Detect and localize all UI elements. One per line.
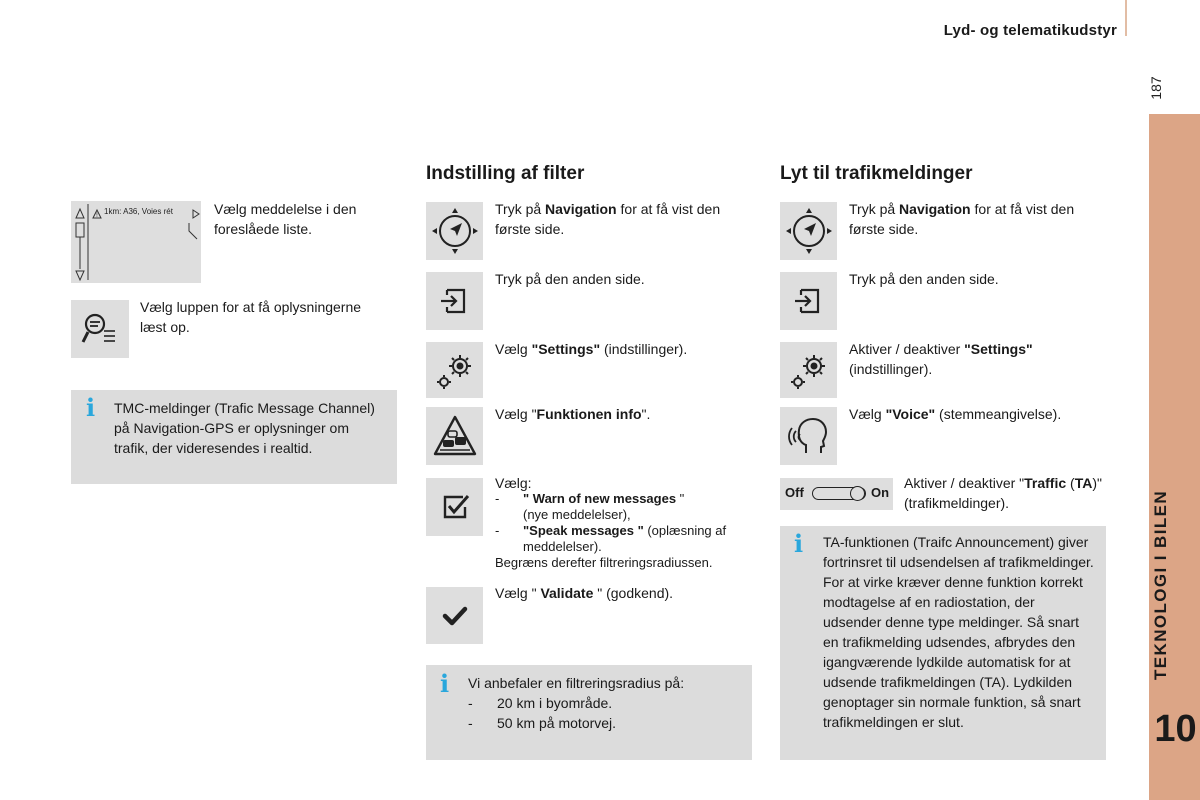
filter-heading: Indstilling af filter [426,163,585,184]
checkbox-tile[interactable] [426,478,483,536]
toggle-on-label: On [871,485,890,500]
radius-info-dash1: - [468,695,473,711]
radius-info-item2: 50 km på motorvej. [497,715,617,731]
tmc-info-text: TMC-meldinger (Trafic Message Channel) på Navigation-GPS er oplysninger om trafik, der videresendes i realtid. [114,400,375,456]
info-icon: i [440,669,450,698]
toggle-knob[interactable] [850,486,865,501]
page-switch-icon [435,281,475,321]
traffic-warning-icon [431,412,479,460]
running-header: Lyd- og telematikudstyr [943,22,1117,39]
filter-step2-text: Tryk på den anden side. [495,271,645,287]
traffic-step5-text: Aktiver / deaktiver "Traffic (TA)" (trafikmeldinger). [904,475,1102,511]
magnifier-text: Vælg luppen for at få oplysningerne læst op. [140,299,362,335]
filter-step3-text: Vælg "Settings" (indstillinger). [495,341,688,357]
filter-step5-dash2: - [495,523,500,538]
svg-text:!: ! [95,212,99,219]
traffic-heading: Lyt til trafikmeldinger [780,163,973,184]
page-number: 187 [1148,76,1164,100]
magnifier-tile[interactable] [71,300,129,358]
traffic-step2-text: Tryk på den anden side. [849,271,999,287]
filter-step1-text: Tryk på Navigation for at få vist den første side. [495,201,721,237]
ta-info-text: TA-funktionen (Traifc Announcement) giver fortrinsret til udsendelsen af trafikmeldinger. For at virke kræver denne funktion korrekt modtagelse af en radiostation, der udsender denne type meldinger. Så snart en trafikmelding udsendes, afbrydes den igangværende lydkilde automatisk for at udsende trafikmeldingen (TA). Lydkilden genoptager sin normale funktion, så snart trafikmeldingen er slut. [823,534,1094,730]
magnifier-list-icon [80,309,120,349]
filter-step4-text: Vælg "Funktionen info". [495,406,651,422]
toggle-off-label: Off [785,485,804,500]
validate-tile[interactable] [426,587,483,644]
chapter-number: 10 [1154,708,1197,750]
settings-tile-filter[interactable] [426,342,483,398]
chapter-section-label: TEKNOLOGI I BILEN [1151,489,1170,680]
radius-info-dash2: - [468,715,473,731]
traffic-step3-text: Aktiver / deaktiver "Settings" (indstillinger). [849,341,1033,377]
filter-step5-intro: Vælg: [495,475,532,491]
navigation-compass-icon [428,204,482,258]
filter-step5-outro: Begræns derefter filtreringsradiussen. [495,555,713,570]
filter-step5-dash1: - [495,491,500,506]
traffic-step4-text: Vælg "Voice" (stemmeangivelse). [849,406,1062,422]
filter-step5-item2: "Speak messages " (oplæsning af meddelelser). [523,523,727,554]
filter-step6-text: Vælg " Validate " (godkend). [495,585,674,601]
filter-step5-item1-sub: (nye meddelelser), [523,507,631,522]
voice-tile[interactable] [780,407,837,465]
navigation-tile-traffic[interactable] [780,202,837,260]
voice-head-icon [786,413,832,459]
chapter-side-tab [1149,114,1200,800]
screen-message-text: 1km: A36, Voies rét [104,207,173,216]
radius-info-intro: Vi anbefaler en filtreringsradius på: [468,675,685,691]
checkbox-icon [435,487,475,527]
gears-icon [430,345,480,395]
checkmark-icon [437,598,473,634]
info-icon: i [86,393,96,422]
page-tile-traffic[interactable] [780,272,837,330]
navigation-tile-filter[interactable] [426,202,483,260]
filter-step5-item1: " Warn of new messages " [523,491,685,506]
header-divider [1125,0,1127,36]
info-icon: i [794,529,804,558]
navigation-compass-icon [782,204,836,258]
traffic-info-tile[interactable] [426,407,483,465]
traffic-step1-text: Tryk på Navigation for at få vist den første side. [849,201,1075,237]
page-switch-icon [789,281,829,321]
page-tile-filter[interactable] [426,272,483,330]
radius-info-item1: 20 km i byområde. [497,695,613,711]
select-message-text: Vælg meddelelse i den foreslåede liste. [214,201,357,237]
gears-icon [784,345,834,395]
settings-tile-traffic[interactable] [780,342,837,398]
